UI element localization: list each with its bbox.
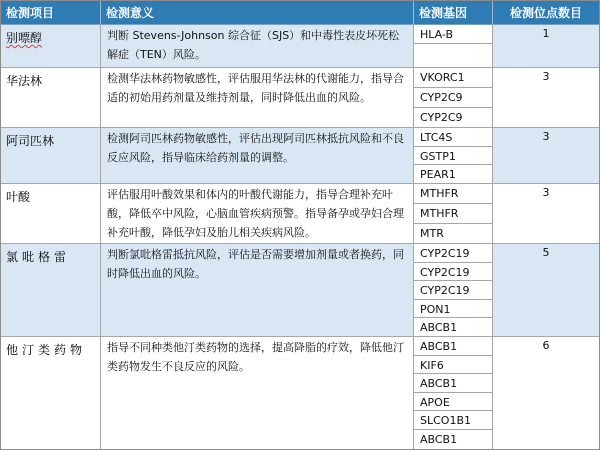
row-name: 华法林 [1, 68, 101, 128]
gene-cell: VKORC1 [414, 68, 493, 88]
row-name: 叶酸 [1, 184, 101, 244]
gene-cell: CYP2C19 [414, 281, 493, 300]
gene-cell: APOE [414, 393, 493, 411]
header-meaning: 检测意义 [101, 1, 414, 25]
row-meaning: 判断 Stevens-Johnson 综合征（SJS）和中毒性表皮坏死松解症（TEN）风险。 [101, 25, 414, 68]
gene-cell: MTHFR [414, 204, 493, 224]
gene-cell: ABCB1 [414, 337, 493, 356]
row-sites: 6 [493, 337, 599, 449]
row-meaning: 检测阿司匹林药物敏感性，评估出现阿司匹林抵抗风险和不良反应风险，指导临床给药剂量的调整。 [101, 128, 414, 184]
gene-cell: MTR [414, 224, 493, 244]
gene-cell: SLCO1B1 [414, 411, 493, 430]
row-name [1, 25, 101, 68]
gene-cell: PON1 [414, 300, 493, 318]
row-name: 他汀类药物 [1, 337, 101, 449]
row-sites: 1 [493, 25, 599, 68]
row-meaning: 指导不同种类他汀类药物的选择，提高降脂的疗效，降低他汀类药物发生不良反应的风险。 [101, 337, 414, 449]
row-name: 阿司匹林 [1, 128, 101, 184]
gene-cell: GSTP1 [414, 147, 493, 165]
row-name: 氯吡格雷 [1, 244, 101, 337]
gene-cell-empty [414, 44, 493, 68]
row-sites: 5 [493, 244, 599, 337]
row-sites: 3 [493, 184, 599, 244]
gene-cell: KIF6 [414, 356, 493, 374]
header-gene: 检测基因 [414, 1, 493, 25]
row-meaning: 评估服用叶酸效果和体内的叶酸代谢能力，指导合理补充叶酸，降低卒中风险，心脑血管疾病预警。指导备孕或孕妇合理补充叶酸，降低孕妇及胎儿相关疾病风险。 [101, 184, 414, 244]
row-meaning: 检测华法林药物敏感性，评估服用华法林的代谢能力，指导合适的初始用药剂量及维持剂量，同时降低出血的风险。 [101, 68, 414, 128]
gene-cell: PEAR1 [414, 165, 493, 184]
header-sites: 检测位点数目 [493, 1, 599, 25]
gene-cell: ABCB1 [414, 318, 493, 337]
row-meaning: 判断氯吡格雷抵抗风险，评估是否需要增加剂量或者换药，同时降低出血的风险。 [101, 244, 414, 337]
gene-cell: ABCB1 [414, 374, 493, 393]
gene-cell: CYP2C9 [414, 108, 493, 128]
header-item: 检测项目 [1, 1, 101, 25]
gene-cell: ABCB1 [414, 430, 493, 449]
row-sites: 3 [493, 128, 599, 184]
gene-cell: CYP2C9 [414, 88, 493, 108]
gene-cell: MTHFR [414, 184, 493, 204]
gene-cell: CYP2C19 [414, 263, 493, 281]
row-sites: 3 [493, 68, 599, 128]
gene-cell: LTC4S [414, 128, 493, 147]
gene-cell: HLA-B [414, 25, 493, 44]
row-name-text: 别嘌醇 [6, 31, 43, 45]
gene-cell: CYP2C19 [414, 244, 493, 263]
